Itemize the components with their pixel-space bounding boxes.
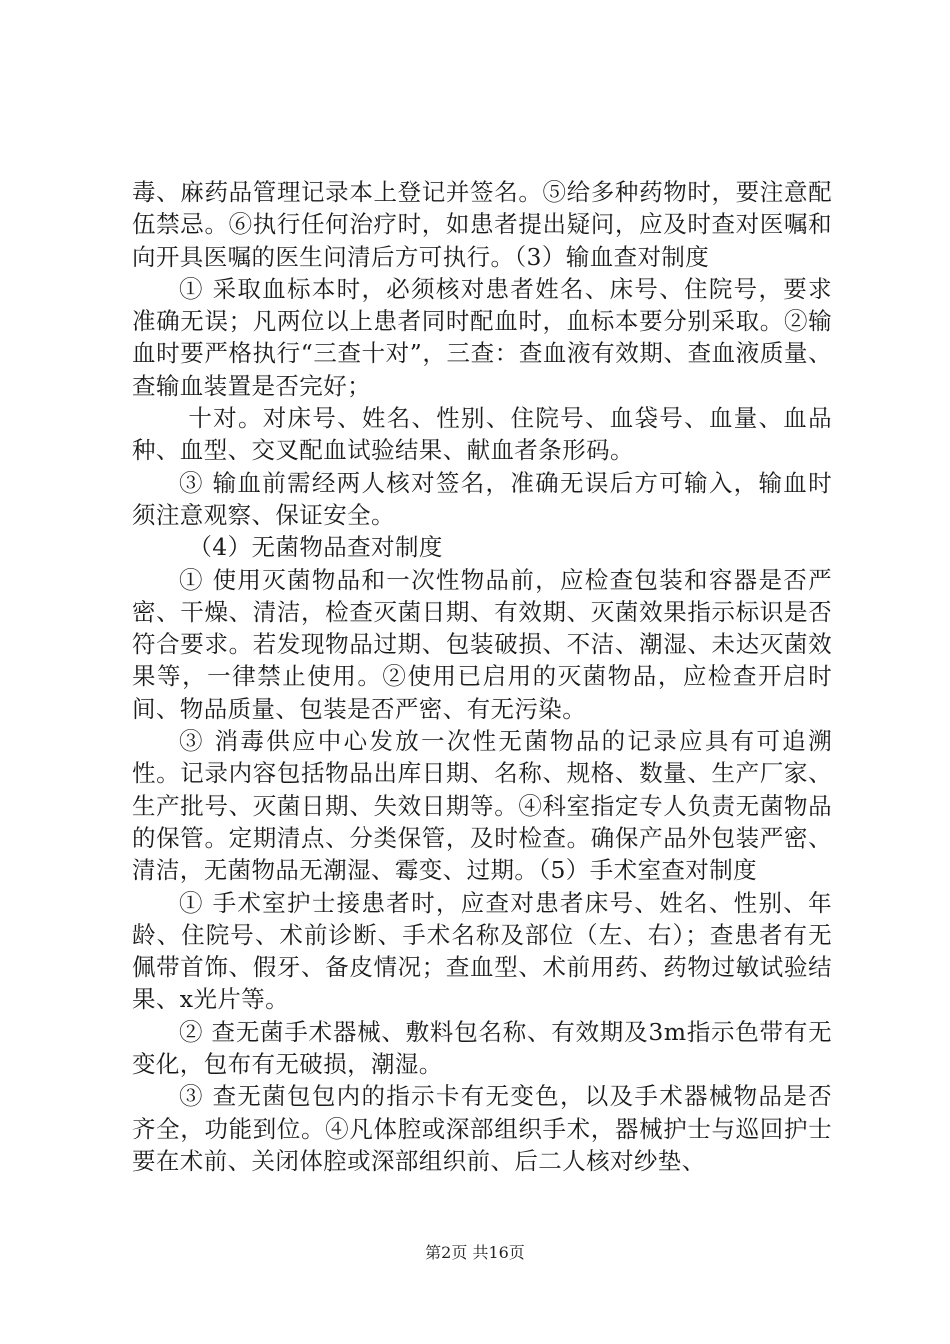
paragraph-sterile-check: ① 使用灭菌物品和一次性物品前，应检查包装和容器是否严密、干燥、清洁，检查灭菌日期、有效期、灭菌效果指示标识是否符合要求。若发现物品过期、包装破损、不洁、潮湿、未达灭菌效果等，一律禁止使用。②使用已启用的灭菌物品，应检查开启时间、物品质量、包装是否严密、有无污染。 — [132, 565, 832, 723]
paragraph-disinfection-supply: ③ 消毒供应中心发放一次性无菌物品的记录应具有可追溯性。记录内容包括物品出库日期、名称、规格、数量、生产厂家、生产批号、灭菌日期、失效日期等。④科室指定专人负责无菌物品的保管。定期清点、分类保管，及时检查。确保产品外包装严密、清洁，无菌物品无潮湿、霉变、过期。（5）手术室查对制度 — [132, 727, 832, 885]
paragraph-sterile-pack-check: ③ 查无菌包包内的指示卡有无变色，以及手术器械物品是否齐全，功能到位。④凡体腔或深部组织手术，器械护士与巡回护士要在术前、关闭体腔或深部组织前、后二人核对纱垫、 — [132, 1082, 832, 1175]
page-number-footer: 第2页 共16页 — [425, 1243, 525, 1262]
paragraph-ten-checks: 十对。对床号、姓名、性别、住院号、血袋号、血量、血品种、血型、交叉配血试验结果、献血者条形码。 — [132, 404, 832, 465]
paragraph-blood-sample: ① 采取血标本时，必须核对患者姓名、床号、住院号，要求准确无误；凡两位以上患者同时配血时，血标本要分别采取。②输血时要严格执行“三查十对”，三查：查血液有效期、查血液质量、查输血装置是否完好； — [132, 274, 832, 400]
paragraph-operating-room-check: ① 手术室护士接患者时，应查对患者床号、姓名、性别、年龄、住院号、术前诊断、手术名称及部位（左、右）；查患者有无佩带首饰、假牙、备皮情况；查血型、术前用药、药物过敏试验结果、x光片等。 — [132, 888, 832, 1014]
paragraph-medication-continued: 毒、麻药品管理记录本上登记并签名。⑤给多种药物时，要注意配伍禁忌。⑥执行任何治疗时，如患者提出疑问，应及时查对医嘱和向开具医嘱的医生问清后方可执行。（3）输血查对制度 — [132, 178, 832, 271]
section-heading-sterile-items: （4）无菌物品查对制度 — [188, 533, 443, 562]
paragraph-transfusion-signature: ③ 输血前需经两人核对签名，准确无误后方可输入，输血时须注意观察、保证安全。 — [132, 468, 832, 529]
paragraph-instrument-check: ② 查无菌手术器械、敷料包名称、有效期及3m指示色带有无变化，包布有无破损，潮湿。 — [132, 1017, 832, 1079]
body-text — [132, 176, 832, 1177]
